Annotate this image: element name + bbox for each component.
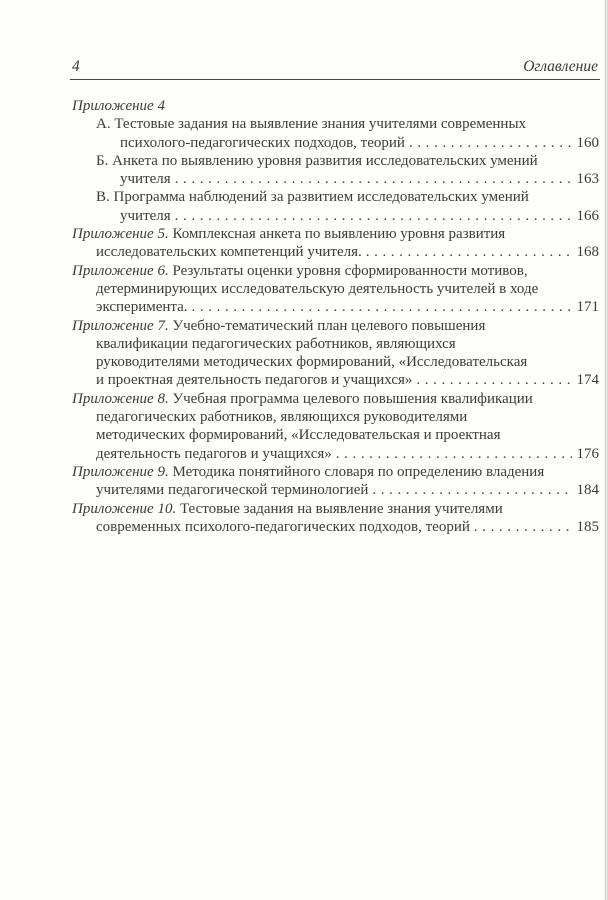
toc-line bbox=[72, 152, 599, 170]
toc-entry-body: педагогических работников, являющихся руководителями bbox=[96, 409, 468, 426]
toc-line bbox=[72, 500, 599, 518]
toc-entry-prefix: Приложение 7. bbox=[72, 317, 169, 334]
toc-entry-prefix: Приложение 10. bbox=[72, 500, 177, 517]
toc-entry-prefix: Приложение 6. bbox=[72, 262, 169, 279]
toc-line bbox=[72, 408, 599, 426]
dot-leader bbox=[336, 445, 572, 463]
toc-entry-text bbox=[96, 188, 529, 206]
toc-entry-body: исследовательских компетенций учителя. bbox=[96, 244, 362, 261]
toc-entry-text bbox=[120, 134, 405, 152]
toc-page-number: 184 bbox=[576, 482, 599, 499]
toc-entry-body: Учебно-тематический план целевого повышения bbox=[168, 317, 486, 334]
toc-entry-body: Тестовые задания на выявление знания учителями bbox=[176, 500, 503, 517]
toc-entry-text bbox=[96, 298, 188, 316]
toc-entry-text bbox=[96, 445, 332, 463]
toc-entry-text bbox=[96, 152, 538, 170]
toc-line bbox=[72, 298, 599, 316]
folio-page-number: 4 bbox=[72, 58, 80, 75]
toc-page-number: 163 bbox=[576, 171, 599, 188]
toc-entry-body: Методика понятийного словаря по определению владения bbox=[168, 463, 545, 480]
dot-leader bbox=[409, 134, 572, 152]
toc-entry-text bbox=[96, 353, 527, 371]
toc-entry-body: эксперимента. bbox=[96, 299, 188, 316]
toc-line bbox=[72, 390, 599, 408]
dot-leader bbox=[474, 518, 572, 536]
toc-line bbox=[72, 353, 599, 371]
toc-page-number: 185 bbox=[576, 518, 599, 535]
toc-line bbox=[72, 134, 599, 152]
table-of-contents bbox=[0, 97, 608, 536]
header-rule bbox=[70, 79, 600, 80]
toc-entry-text bbox=[72, 500, 503, 518]
toc-entry-body: Учебная программа целевого повышения квалификации bbox=[168, 390, 533, 407]
toc-entry-text bbox=[96, 426, 501, 444]
dot-leader bbox=[416, 371, 571, 389]
toc-line bbox=[72, 207, 599, 225]
toc-entry-body: и проектная деятельность педагогов и учащихся» bbox=[96, 372, 413, 389]
toc-line bbox=[72, 426, 599, 444]
toc-entry-text bbox=[96, 280, 538, 298]
dot-leader bbox=[366, 243, 572, 261]
toc-entry-body: Результаты оценки уровня сформированности мотивов, bbox=[168, 262, 528, 279]
toc-entry-body: Комплексная анкета по выявлению уровня развития bbox=[168, 226, 506, 243]
toc-entry-body: психолого-педагогических подходов, теорий bbox=[120, 134, 405, 151]
toc-entry-text bbox=[72, 225, 505, 243]
toc-line bbox=[72, 115, 599, 133]
toc-entry-text bbox=[72, 262, 528, 280]
toc-entry-text bbox=[96, 243, 362, 261]
toc-entry-body: Б. Анкета по выявлению уровня развития исследовательских умений bbox=[96, 152, 538, 169]
toc-line bbox=[72, 317, 599, 335]
toc-line bbox=[72, 335, 599, 353]
toc-line bbox=[72, 445, 599, 463]
toc-line bbox=[72, 463, 599, 481]
toc-entry-body: квалификации педагогических работников, являющихся bbox=[96, 335, 456, 352]
toc-entry-prefix: Приложение 4 bbox=[72, 98, 165, 114]
toc-entry-body: руководителями методических формирований, «Исследовательская bbox=[96, 354, 528, 371]
toc-line bbox=[72, 518, 599, 536]
toc-entry-body: детерминирующих исследовательскую деятельность учителей в ходе bbox=[96, 280, 539, 297]
toc-entry-text bbox=[72, 463, 544, 481]
toc-entry-text bbox=[120, 170, 171, 188]
page-scan-edge-line bbox=[605, 0, 606, 900]
toc-entry-body: учителями педагогической терминологией bbox=[96, 482, 369, 499]
toc-entry-text bbox=[72, 390, 533, 408]
toc-entry-body: В. Программа наблюдений за развитием исследовательских умений bbox=[96, 189, 529, 206]
toc-page-number: 166 bbox=[576, 207, 599, 224]
toc-entry-prefix: Приложение 5. bbox=[72, 226, 169, 243]
toc-line bbox=[72, 97, 599, 115]
dot-leader bbox=[175, 170, 572, 188]
toc-entry-text bbox=[120, 207, 171, 225]
toc-entry-body: деятельность педагогов и учащихся» bbox=[96, 445, 332, 462]
toc-line bbox=[72, 280, 599, 298]
toc-line bbox=[72, 243, 599, 261]
toc-entry-text bbox=[96, 408, 467, 426]
toc-entry-text bbox=[72, 317, 485, 335]
running-title: Оглавление bbox=[523, 58, 598, 75]
toc-entry-text bbox=[72, 97, 165, 115]
toc-entry-text bbox=[96, 115, 526, 133]
toc-entry-text bbox=[96, 518, 470, 536]
toc-line bbox=[72, 225, 599, 243]
toc-page-number: 168 bbox=[576, 244, 599, 261]
page-header bbox=[0, 0, 608, 76]
toc-entry-body: А. Тестовые задания на выявление знания учителями современных bbox=[96, 116, 527, 133]
toc-entry-body: учителя bbox=[120, 207, 171, 224]
toc-line bbox=[72, 481, 599, 499]
toc-entry-body: современных психолого-педагогических подходов, теорий bbox=[96, 518, 470, 535]
dot-leader bbox=[372, 481, 571, 499]
toc-line bbox=[72, 188, 599, 206]
toc-line bbox=[72, 371, 599, 389]
toc-entry-text bbox=[96, 371, 412, 389]
toc-page-number: 174 bbox=[576, 372, 599, 389]
toc-page-number: 176 bbox=[576, 445, 599, 462]
toc-entry-prefix: Приложение 9. bbox=[72, 463, 169, 480]
toc-page-number: 171 bbox=[576, 299, 599, 316]
toc-line bbox=[72, 170, 599, 188]
toc-entry-body: методических формирований, «Исследовательская и проектная bbox=[96, 427, 501, 444]
dot-leader bbox=[192, 298, 572, 316]
toc-entry-prefix: Приложение 8. bbox=[72, 390, 169, 407]
toc-line bbox=[72, 262, 599, 280]
toc-entry-body: учителя bbox=[120, 171, 171, 188]
toc-page-number: 160 bbox=[576, 134, 599, 151]
toc-entry-text bbox=[96, 335, 456, 353]
dot-leader bbox=[175, 207, 572, 225]
toc-entry-text bbox=[96, 481, 368, 499]
